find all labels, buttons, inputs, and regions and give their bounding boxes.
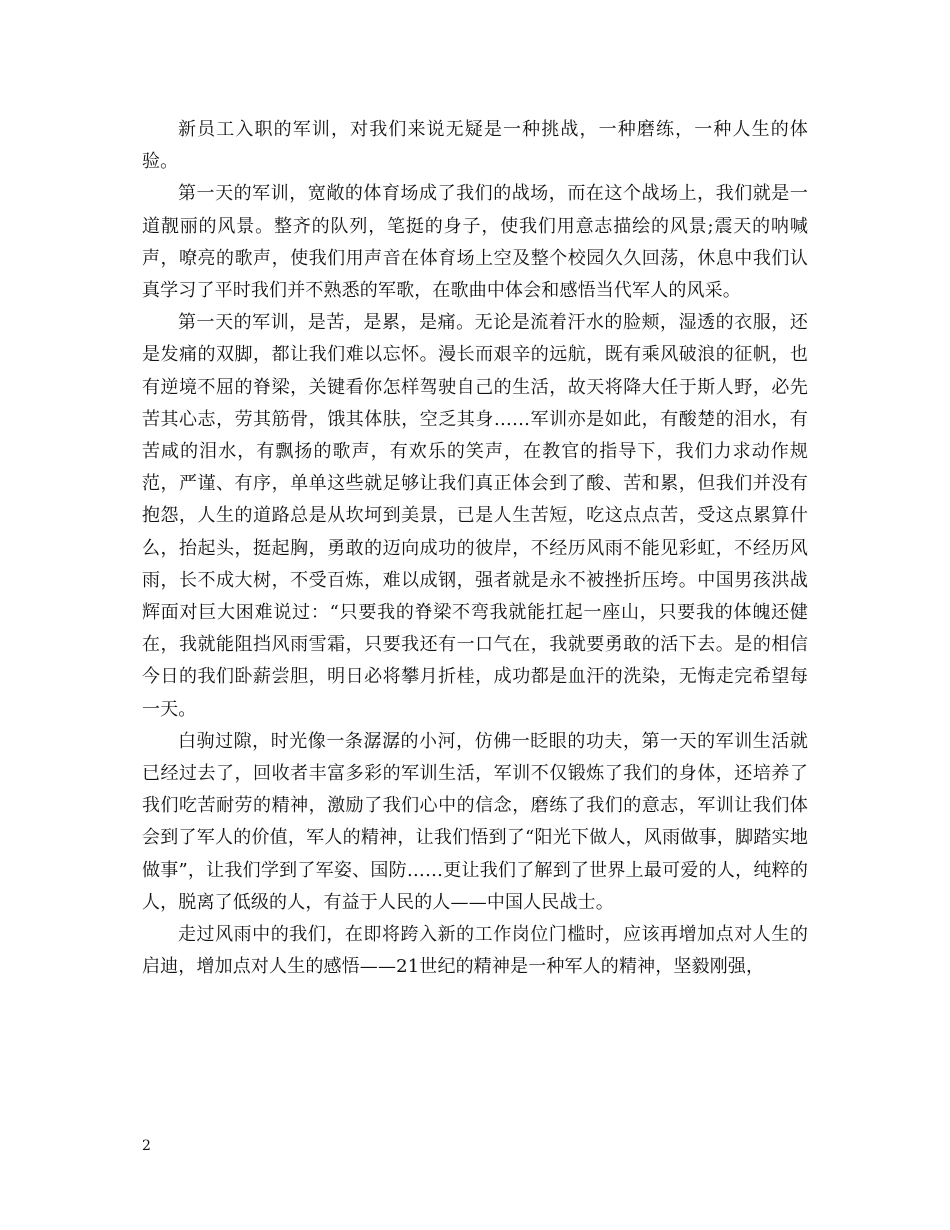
- paragraph-3: 第一天的军训，是苦，是累，是痛。无论是流着汗水的脸颊，湿透的衣服，还是发痛的双脚，都让我们难以忘怀。漫长而艰辛的远航，既有乘风破浪的征帆，也有逆境不屈的脊梁，关键看你怎样驾驶自己的生活，故天将降大任于斯人野，必先苦其心志，劳其筋骨，饿其体肤，空乏其身……军训亦是如此，有酸楚的泪水，有苦咸的泪水，有飘扬的歌声，有欢乐的笑声，在教官的指导下，我们力求动作规范，严谨、有序，单单这些就足够让我们真正体会到了酸、苦和累，但我们并没有抱怨，人生的道路总是从坎坷到美景，已是人生苦短，吃这点点苦，受这点累算什么，抬起头，挺起胸，勇敢的迈向成功的彼岸，不经历风雨不能见彩虹，不经历风雨，长不成大树，不受百炼，难以成钢，强者就是永不被挫折压垮。中国男孩洪战辉面对巨大困难说过：“只要我的脊梁不弯我就能扛起一座山，只要我的体魄还健在，我就能阻挡风雨雪霜，只要我还有一口气在，我就要勇敢的活下去。是的相信今日的我们卧薪尝胆，明日必将攀月折桂，成功都是血汗的洗染，无悔走完希望每一天。: [142, 312, 808, 720]
- page-number: 2: [142, 1138, 151, 1154]
- paragraph-1: 新员工入职的军训，对我们来说无疑是一种挑战，一种磨练，一种人生的体验。: [142, 119, 808, 173]
- paragraph-2: 第一天的军训，宽敞的体育场成了我们的战场，而在这个战场上，我们就是一道靓丽的风景。整齐的队列，笔挺的身子，使我们用意志描绘的风景;震天的呐喊声，嘹亮的歌声，使我们用声音在体育场上空及整个校园久久回荡，休息中我们认真学习了平时我们并不熟悉的军歌，在歌曲中体会和感悟当代军人的风采。: [142, 183, 808, 302]
- document-body: [142, 114, 808, 983]
- paragraph-4: 白驹过隙，时光像一条潺潺的小河，仿佛一眨眼的功夫，第一天的军训生活就已经过去了，回收者丰富多彩的军训生活，军训不仅锻炼了我们的身体，还培养了我们吃苦耐劳的精神，激励了我们心中的信念，磨练了我们的意志，军训让我们体会到了军人的价值，军人的精神，让我们悟到了“阳光下做人，风雨做事，脚踏实地做事”，让我们学到了军姿、国防……更让我们了解到了世界上最可爱的人，纯粹的人，脱离了低级的人，有益于人民的人——中国人民战士。: [142, 730, 808, 913]
- paragraph-5: 走过风雨中的我们，在即将跨入新的工作岗位门槛时，应该再增加点对人生的启迪，增加点对人生的感悟——21世纪的精神是一种军人的精神，坚毅刚强，: [142, 924, 808, 978]
